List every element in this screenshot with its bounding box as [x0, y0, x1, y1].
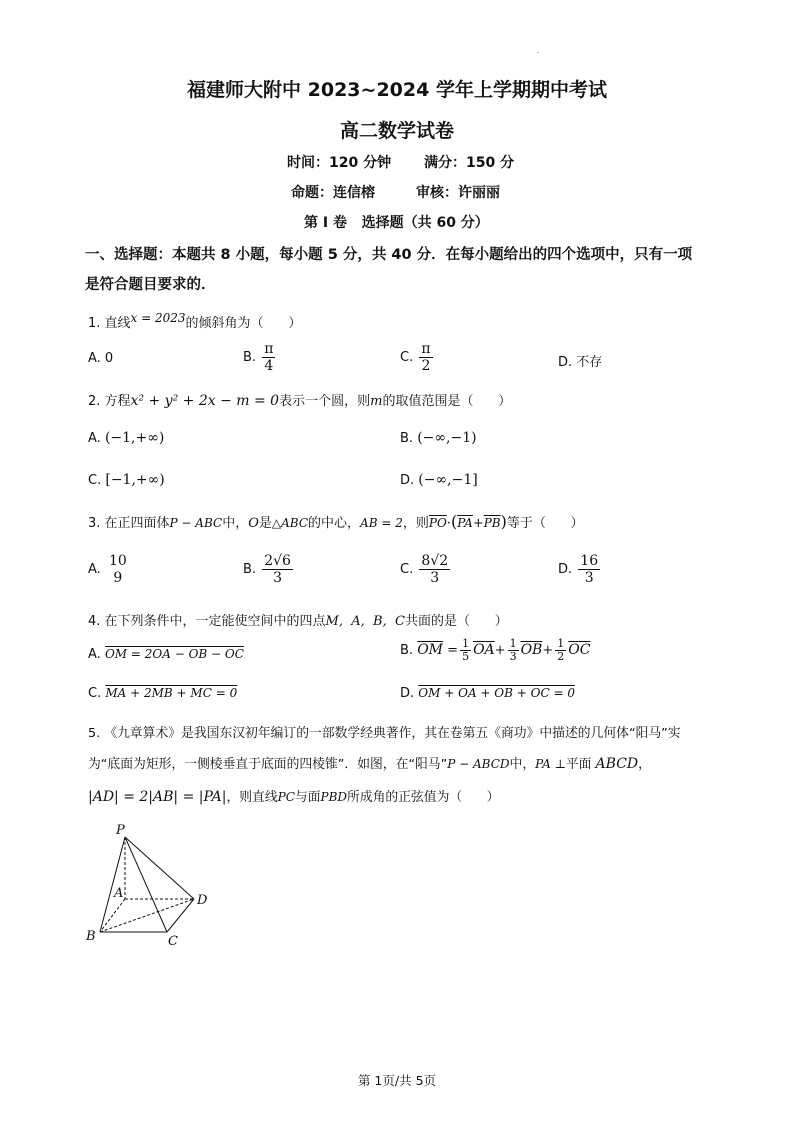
q2-c-value: [−1,+∞): [105, 472, 165, 488]
q4-b-frac3: [555, 638, 566, 663]
q5-length-relation: |AD| = 2|AB| = |PA|: [88, 789, 227, 805]
edge-pc: [125, 837, 167, 932]
q3-d-label: D.: [558, 562, 573, 577]
q3-b-fraction: [262, 553, 293, 586]
question-5-line3: [88, 786, 499, 805]
q2-option-a: [88, 430, 164, 446]
q3-a-fraction: [107, 553, 129, 586]
q4-b-f2n: 1: [509, 637, 517, 650]
q2-d-value: (−∞,−1]: [418, 472, 478, 488]
q1-c-label: C.: [400, 350, 414, 365]
speck: ·: [537, 50, 539, 57]
q4-stem: 4. 在下列条件中，一定能使空间中的四点: [88, 614, 326, 629]
exam-time: 时间：120 分钟: [287, 155, 392, 171]
q4-option-b: [400, 638, 590, 663]
q5-line2c: 中，: [509, 757, 536, 772]
q4-points: M, A, B, C: [325, 614, 405, 629]
q3-vec-po: $\overline{PO}$: [428, 516, 447, 530]
q4-b-v1: $\overline{OA}$: [473, 642, 495, 658]
q4-b-v2: $\overline{OB}$: [520, 642, 543, 658]
exam-title: 福建师大附中 2023~2024 学年上学期期中考试: [187, 79, 607, 101]
q1-c-fraction: [419, 341, 432, 374]
q3-option-b: [243, 553, 295, 586]
q3-b-label: B.: [243, 562, 257, 577]
question-2-stem: [88, 390, 511, 409]
q1-b-label: B.: [243, 350, 257, 365]
q5-line2g: ，: [638, 757, 651, 772]
q4-suffix: 共面的是（ ）: [404, 614, 508, 629]
q3-mid3: 的中心，: [308, 516, 361, 531]
q4-b-frac2: [508, 638, 519, 663]
label-b: B: [86, 929, 96, 944]
q4-d-label: D.: [400, 686, 415, 701]
q5-line-pc: PC: [277, 790, 295, 804]
q1-prefix: 1. 直线: [88, 316, 131, 331]
question-1-stem: [88, 312, 301, 331]
q5-line3d: 与面: [294, 790, 321, 805]
q4-b-f3d: 2: [557, 650, 565, 663]
q3-mid1: 中，: [222, 516, 249, 531]
q3-c-num: 8√2: [421, 553, 449, 569]
q3-triangle: △ABC: [271, 516, 309, 530]
q1-math: x = 2023: [130, 311, 186, 325]
q3-c-label: C.: [400, 562, 414, 577]
q4-b-p2: +: [542, 643, 554, 658]
q2-suffix2: 的取值范围是（ ）: [382, 394, 512, 409]
q3-o: O: [248, 516, 259, 531]
q2-option-c: [88, 472, 165, 488]
q3-c-fraction: [419, 553, 450, 586]
q3-d-num: 16: [580, 553, 599, 569]
q2-c-label: C.: [88, 473, 102, 488]
edge-ab: [100, 899, 125, 932]
question-5-line1: 5. 《九章算术》是我国东汉初年编订的一部数学经典著作，其在卷第五《商功》中描述的几何体“阳马”实: [88, 726, 681, 741]
q3-mid2: 是: [258, 516, 272, 531]
question-5-line2: [88, 753, 651, 772]
q2-option-d: [400, 472, 478, 488]
q3-mid4: ，则: [402, 516, 429, 531]
q3-a-num: 10: [108, 553, 127, 569]
edge-pd: [125, 837, 194, 899]
q4-b-lhs: $\overline{OM}$: [417, 642, 444, 658]
q3-option-c: [400, 553, 452, 586]
q3-b-den: 3: [273, 570, 283, 586]
q5-perp: PA ⊥: [535, 757, 566, 771]
q4-option-a: [88, 647, 244, 662]
question-3-stem: [88, 512, 584, 531]
q3-ab: AB = 2: [360, 516, 403, 530]
q4-d-value: OM + OA + OB + OC = 0: [418, 686, 575, 700]
q3-rparen: ): [500, 512, 507, 531]
q1-c-den: 2: [421, 358, 431, 374]
q1-c-num: π: [421, 341, 431, 357]
q1-b-num: π: [264, 341, 274, 357]
q4-a-value: OM = 2OA − OB − OC: [104, 647, 244, 661]
q4-b-eq: =: [447, 643, 459, 658]
q5-plane-pbd: PBD: [320, 790, 348, 804]
q4-b-frac1: [460, 638, 471, 663]
q4-a-label: A.: [88, 647, 101, 662]
section-instruction-line1: 一、选择题：本题共 8 小题，每小题 5 分，共 40 分．在每小题给出的四个选项中，只有一项: [85, 247, 693, 263]
q2-var: m: [370, 394, 383, 409]
q4-b-label: B.: [400, 643, 414, 658]
q5-line3f: 所成角的正弦值为（ ）: [347, 790, 500, 805]
q2-a-value: (−1,+∞): [104, 430, 165, 446]
q3-a-den: 9: [113, 570, 123, 586]
q3-tet: P − ABC: [169, 516, 223, 530]
q2-b-label: B.: [400, 431, 414, 446]
q5-line3b: ，则直线: [226, 790, 278, 805]
q4-b-f1n: 1: [462, 637, 470, 650]
q3-c-den: 3: [430, 570, 440, 586]
q3-d-den: 3: [584, 570, 594, 586]
q3-lparen: (: [450, 512, 458, 531]
q4-b-p1: +: [494, 643, 506, 658]
exam-score: 满分：150 分: [424, 155, 515, 171]
q2-a-label: A.: [88, 431, 101, 446]
q3-option-a: [88, 553, 131, 586]
q2-prefix: 2. 方程: [88, 394, 131, 409]
q3-dot: ·: [446, 516, 451, 531]
q2-option-b: [400, 430, 477, 446]
q1-option-a: A. 0: [88, 351, 114, 366]
label-a: A: [114, 886, 124, 901]
q5-line2a: 为“底面为矩形，一侧棱垂直于底面的四棱锥”．如图，在“阳马”: [88, 757, 448, 772]
q1-option-d: D. 不存: [558, 355, 603, 370]
question-4-stem: [88, 610, 508, 629]
q4-c-label: C.: [88, 686, 102, 701]
q5-pyramid: P − ABCD: [447, 757, 510, 771]
q1-b-fraction: [262, 341, 275, 374]
q3-plus: +: [472, 516, 484, 531]
label-d: D: [197, 893, 208, 908]
q3-option-d: [558, 553, 602, 586]
q3-vec-pa: $\overline{PA}$: [457, 516, 473, 530]
exam-author: 命题：连信榕: [291, 185, 375, 201]
q3-vec-pb: $\overline{PB}$: [483, 516, 501, 530]
exam-reviewer: 审核：许丽丽: [416, 185, 500, 201]
q3-suffix: 等于（ ）: [506, 516, 584, 531]
q2-b-value: (−∞,−1): [417, 430, 477, 446]
exam-subtitle: 高二数学试卷: [339, 120, 454, 142]
pyramid-figure: [80, 820, 230, 950]
q4-b-f3n: 1: [557, 637, 565, 650]
q4-option-d: [400, 686, 575, 701]
q1-option-b: [243, 341, 277, 374]
q5-line2e: 平面: [565, 757, 592, 772]
q2-math: x² + y² + 2x − m = 0: [130, 393, 280, 409]
q4-b-f1d: 5: [462, 650, 470, 663]
part-title: 第 I 卷 选择题（共 60 分）: [304, 215, 489, 231]
q1-option-c: [400, 341, 435, 374]
q2-d-label: D.: [400, 473, 415, 488]
label-p: P: [116, 823, 125, 838]
q4-option-c: [88, 686, 237, 701]
q4-b-f2d: 3: [509, 650, 517, 663]
page-footer: 第 1页/共 5页: [357, 1073, 437, 1088]
section-instruction-line2: 是符合题目要求的．: [85, 277, 216, 293]
q3-prefix: 3. 在正四面体: [88, 516, 170, 531]
q2-suffix: 表示一个圆，则: [279, 394, 371, 409]
q4-c-value: MA + 2MB + MC = 0: [105, 686, 238, 700]
label-c: C: [168, 934, 178, 949]
q1-suffix: 的倾斜角为（ ）: [185, 316, 302, 331]
q3-a-label: A.: [88, 562, 101, 577]
q3-b-num: 2√6: [264, 553, 291, 569]
q1-b-den: 4: [264, 358, 274, 374]
q3-d-fraction: [578, 553, 600, 586]
edge-pb: [100, 837, 125, 932]
q5-plane-abcd: ABCD: [595, 756, 639, 772]
q4-b-v3: $\overline{OC}$: [568, 642, 591, 658]
